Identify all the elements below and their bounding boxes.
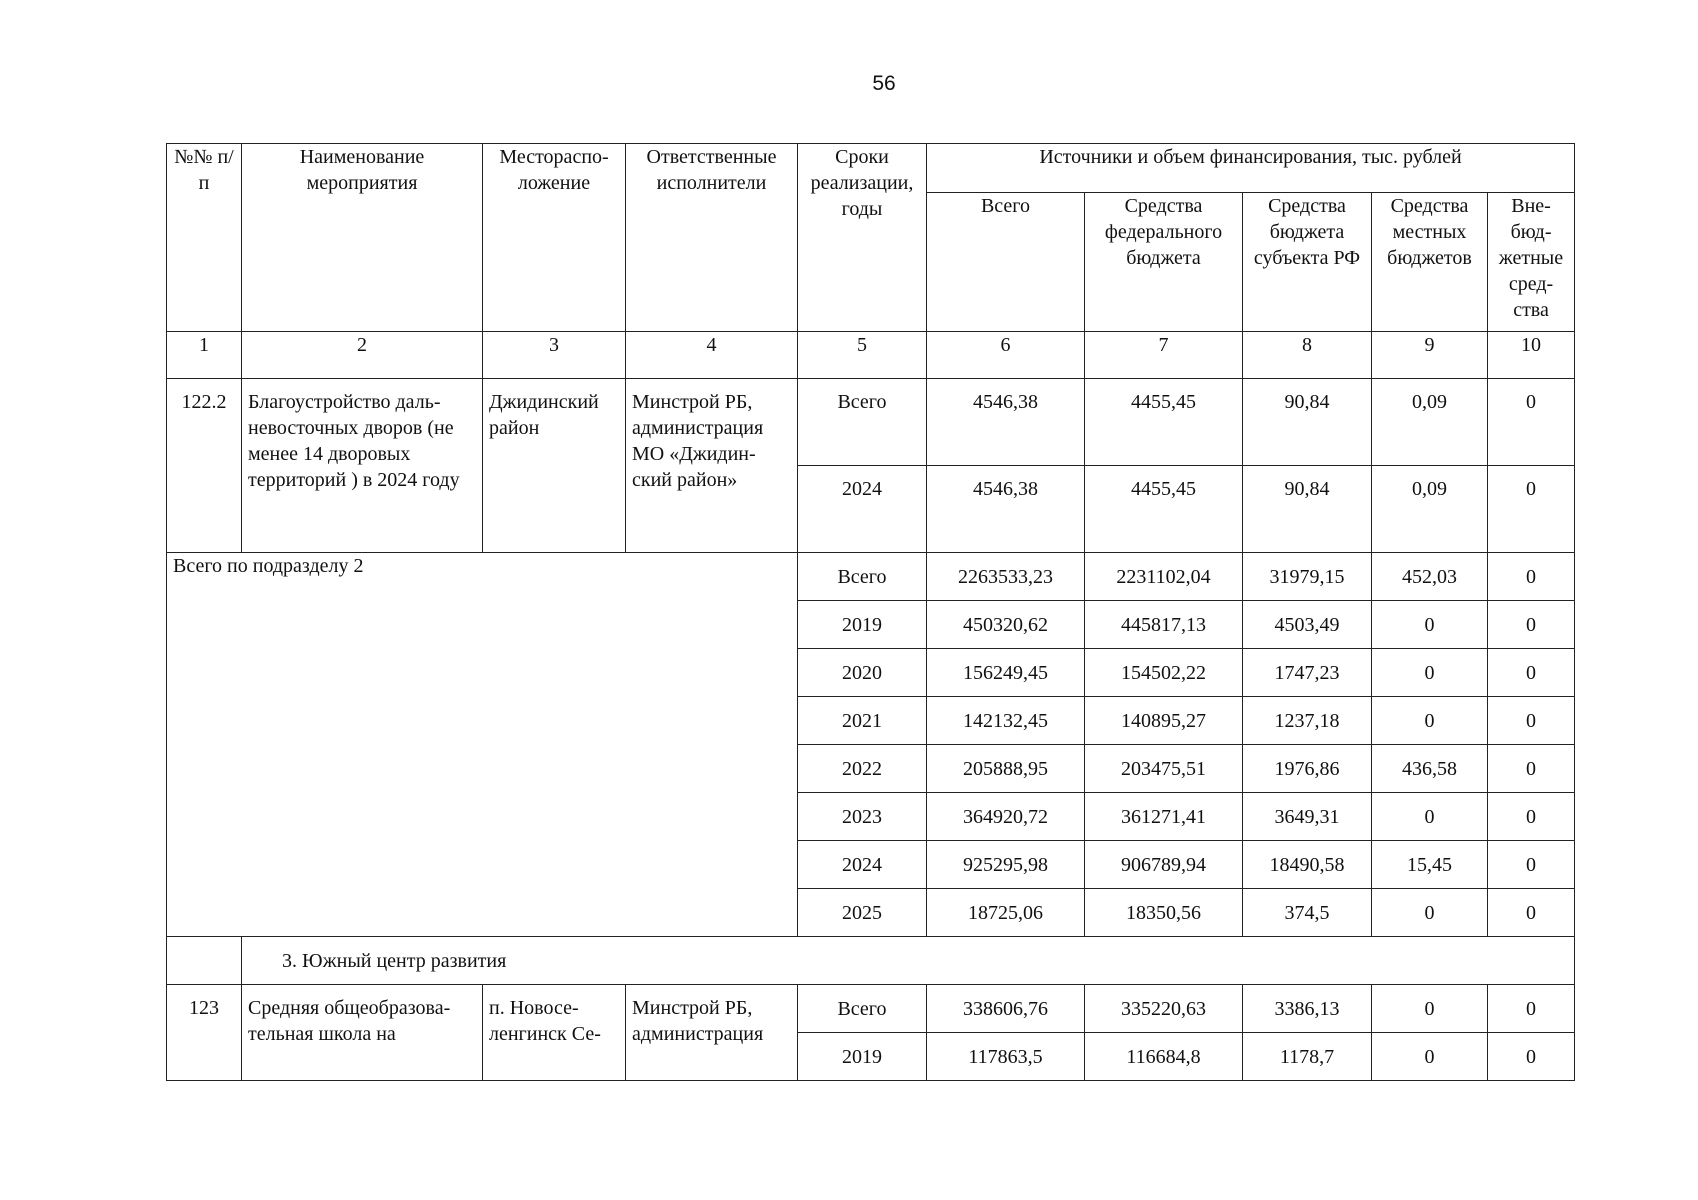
column-number: 5 [798, 332, 927, 379]
item-number: 123 [167, 985, 242, 1081]
header-terms: Сроки реализации, годы [798, 144, 927, 332]
local-value: 0 [1372, 697, 1488, 745]
federal-value: 4455,45 [1085, 466, 1243, 553]
item-location: п. Новосе-ленгинск Се- [483, 985, 626, 1081]
subject-value: 374,5 [1243, 889, 1372, 937]
federal-value: 445817,13 [1085, 601, 1243, 649]
subject-value: 3386,13 [1243, 985, 1372, 1033]
total-value: 4546,38 [927, 466, 1085, 553]
offbudget-value: 0 [1488, 889, 1575, 937]
total-value: 142132,45 [927, 697, 1085, 745]
header-total: Всего [927, 193, 1085, 332]
column-number: 9 [1372, 332, 1488, 379]
federal-value: 4455,45 [1085, 379, 1243, 466]
federal-value: 361271,41 [1085, 793, 1243, 841]
column-number: 2 [242, 332, 483, 379]
offbudget-value: 0 [1488, 793, 1575, 841]
period-cell: 2022 [798, 745, 927, 793]
total-value: 925295,98 [927, 841, 1085, 889]
subject-value: 1178,7 [1243, 1033, 1372, 1081]
local-value: 0,09 [1372, 379, 1488, 466]
header-num: №№ п/п [167, 144, 242, 332]
federal-value: 140895,27 [1085, 697, 1243, 745]
table-row [167, 985, 1575, 1033]
subject-value: 3649,31 [1243, 793, 1372, 841]
local-value: 0 [1372, 793, 1488, 841]
table-row [167, 379, 1575, 466]
period-cell: 2019 [798, 601, 927, 649]
subject-value: 90,84 [1243, 379, 1372, 466]
local-value: 0 [1372, 649, 1488, 697]
column-number: 10 [1488, 332, 1575, 379]
period-cell: 2021 [798, 697, 927, 745]
column-numbers-row [167, 332, 1575, 379]
header-location: Местораспо-ложение [483, 144, 626, 332]
column-number: 4 [626, 332, 798, 379]
period-cell: Всего [798, 379, 927, 466]
offbudget-value: 0 [1488, 649, 1575, 697]
local-value: 0 [1372, 985, 1488, 1033]
offbudget-value: 0 [1488, 841, 1575, 889]
item-location: Джидинский район [483, 379, 626, 553]
federal-value: 906789,94 [1085, 841, 1243, 889]
period-cell: 2020 [798, 649, 927, 697]
total-value: 4546,38 [927, 379, 1085, 466]
offbudget-value: 0 [1488, 697, 1575, 745]
column-number: 1 [167, 332, 242, 379]
total-value: 18725,06 [927, 889, 1085, 937]
header-offbudget: Вне-бюд-жетные сред-ства [1488, 193, 1575, 332]
local-value: 0,09 [1372, 466, 1488, 553]
section-title: 3. Южный центр развития [242, 937, 1575, 985]
offbudget-value: 0 [1488, 466, 1575, 553]
period-cell: 2024 [798, 466, 927, 553]
period-cell: 2024 [798, 841, 927, 889]
subject-value: 1237,18 [1243, 697, 1372, 745]
period-cell: 2023 [798, 793, 927, 841]
period-cell: 2025 [798, 889, 927, 937]
financing-table [166, 143, 1575, 1081]
federal-value: 335220,63 [1085, 985, 1243, 1033]
period-cell: 2019 [798, 1033, 927, 1081]
period-cell: Всего [798, 553, 927, 601]
offbudget-value: 0 [1488, 601, 1575, 649]
page-number: 56 [872, 72, 896, 95]
offbudget-value: 0 [1488, 1033, 1575, 1081]
total-value: 364920,72 [927, 793, 1085, 841]
offbudget-value: 0 [1488, 745, 1575, 793]
local-value: 0 [1372, 889, 1488, 937]
local-value: 0 [1372, 601, 1488, 649]
total-value: 2263533,23 [927, 553, 1085, 601]
header-name: Наименование мероприятия [242, 144, 483, 332]
federal-value: 154502,22 [1085, 649, 1243, 697]
subject-value: 90,84 [1243, 466, 1372, 553]
subject-value: 18490,58 [1243, 841, 1372, 889]
header-federal: Средства федерального бюджета [1085, 193, 1243, 332]
total-value: 450320,62 [927, 601, 1085, 649]
item-name: Благоустройство даль-невосточных дворов (не менее 14 дворовых территорий ) в 2024 году [242, 379, 483, 553]
item-number: 122.2 [167, 379, 242, 553]
section-spacer [167, 937, 242, 985]
federal-value: 18350,56 [1085, 889, 1243, 937]
section-header-row [167, 937, 1575, 985]
subtotal-label: Всего по подразделу 2 [167, 553, 798, 937]
column-number: 6 [927, 332, 1085, 379]
subject-value: 1976,86 [1243, 745, 1372, 793]
local-value: 436,58 [1372, 745, 1488, 793]
federal-value: 2231102,04 [1085, 553, 1243, 601]
period-cell: Всего [798, 985, 927, 1033]
item-name: Средняя общеобразова-тельная школа на [242, 985, 483, 1081]
total-value: 156249,45 [927, 649, 1085, 697]
total-value: 205888,95 [927, 745, 1085, 793]
table-row [167, 553, 1575, 601]
subject-value: 1747,23 [1243, 649, 1372, 697]
header-responsible: Ответственные исполнители [626, 144, 798, 332]
header-row [167, 144, 1575, 193]
offbudget-value: 0 [1488, 985, 1575, 1033]
header-subject: Средства бюджета субъекта РФ [1243, 193, 1372, 332]
total-value: 338606,76 [927, 985, 1085, 1033]
column-number: 7 [1085, 332, 1243, 379]
column-number: 3 [483, 332, 626, 379]
federal-value: 116684,8 [1085, 1033, 1243, 1081]
offbudget-value: 0 [1488, 379, 1575, 466]
header-local: Средства местных бюджетов [1372, 193, 1488, 332]
local-value: 15,45 [1372, 841, 1488, 889]
local-value: 452,03 [1372, 553, 1488, 601]
subject-value: 4503,49 [1243, 601, 1372, 649]
subject-value: 31979,15 [1243, 553, 1372, 601]
item-responsible: Минстрой РБ, администрация МО «Джидин-ский район» [626, 379, 798, 553]
total-value: 117863,5 [927, 1033, 1085, 1081]
column-number: 8 [1243, 332, 1372, 379]
item-responsible: Минстрой РБ, администрация [626, 985, 798, 1081]
local-value: 0 [1372, 1033, 1488, 1081]
offbudget-value: 0 [1488, 553, 1575, 601]
header-financing-sources: Источники и объем финансирования, тыс. рублей [927, 144, 1575, 193]
federal-value: 203475,51 [1085, 745, 1243, 793]
